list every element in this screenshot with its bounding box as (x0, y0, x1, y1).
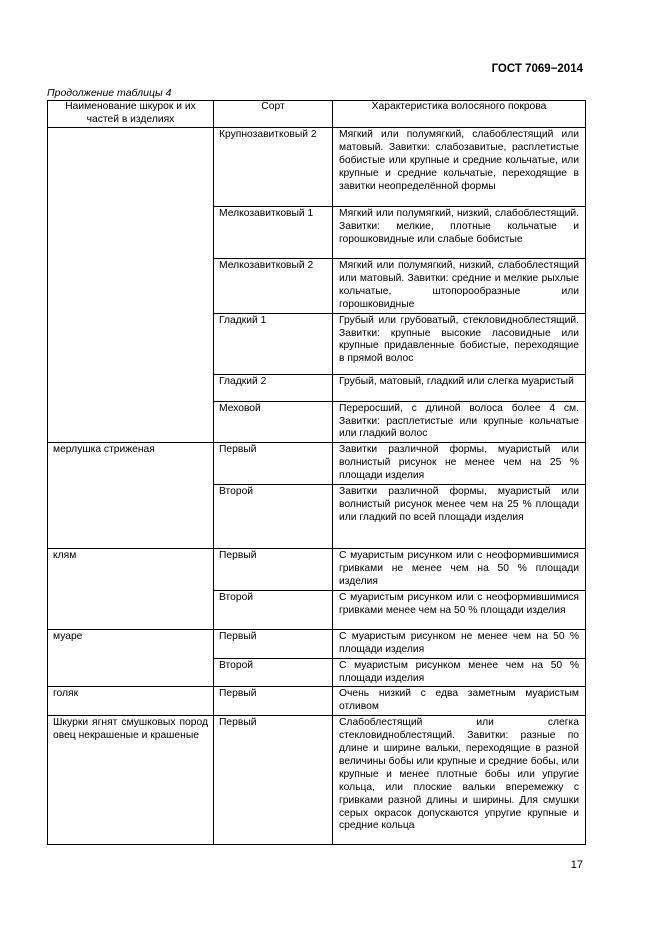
cell-description: Грубый, матовый, гладкий или слегка муаристый (333, 374, 586, 401)
cell-description: Слабоблестящий или слегка стекловиднoблестящий. Завитки: разные по длине и ширине вальки, переходящие в разной величины бобы или крупные и средние бобы, или крупные и менее плотные бобы или упругие кольца, или плоские вальки вперемежку с гривками разной длины и ширины. Для смушки серых окрасок допускаются упругие крупные и средние кольца (333, 716, 586, 845)
column-header-name: Наименование шкурок и их частей в изделиях (48, 101, 214, 128)
table-row (48, 687, 586, 716)
cell-item-name: голяк (48, 687, 214, 716)
cell-item-name: Шкурки ягнят смушковых пород овец некрашеные и крашеные (48, 716, 214, 845)
cell-item-name: муаре (48, 629, 214, 687)
cell-description: С муаристым рисунком менее чем на 50 % площади изделия (333, 658, 586, 687)
cell-description: Переросший, с длиной волоса более 4 см. Завитки: расплетистые или крупные кольчатые или гладкий волос (333, 401, 586, 443)
cell-grade: Первый (214, 629, 333, 658)
cell-description: С муаристым рисунком или с неоформившимися гривками менее чем на 50 % площади изделия (333, 590, 586, 629)
cell-grade: Гладкий 2 (214, 374, 333, 401)
cell-grade: Второй (214, 485, 333, 549)
cell-description: С муаристым рисунком не менее чем на 50 % площади изделия (333, 629, 586, 658)
cell-grade: Мелкозавитковый 1 (214, 207, 333, 259)
column-header-description: Характеристика волосяного покрова (333, 101, 586, 128)
grades-table (47, 100, 586, 845)
cell-description: Мягкий или полумягкий, низкий, слабоблестящий или матовый. Завитки: средние и мелкие рыхлые кольчатые, штопорообразные или горошковидные (333, 259, 586, 314)
cell-grade: Мелкозавитковый 2 (214, 259, 333, 314)
cell-grade: Первый (214, 716, 333, 845)
cell-description: Грубый или грубоватый, стекловиднoблестящий. Завитки: крупные высокие ласовидные или крупные придавленные бобистые, переходящие в прямой волос (333, 313, 586, 374)
cell-description: С муаристым рисунком или с неоформившимися гривками не менее чем на 50 % площади изделия (333, 549, 586, 591)
cell-grade: Первый (214, 443, 333, 485)
table-row (48, 549, 586, 591)
cell-description: Мягкий или полумягкий, низкий, слабоблестящий. Завитки: мелкие, плотные кольчатые и горошковидные или слабые бобистые (333, 207, 586, 259)
cell-grade: Второй (214, 590, 333, 629)
cell-grade: Второй (214, 658, 333, 687)
cell-grade: Меховой (214, 401, 333, 443)
cell-item-name: мерлушка стриженая (48, 443, 214, 549)
table-caption: Продолжение таблицы 4 (47, 87, 172, 99)
table-row (48, 629, 586, 658)
document-id: ГОСТ 7069−2014 (491, 63, 583, 75)
cell-grade: Крупнозавитковый 2 (214, 128, 333, 207)
column-header-grade: Сорт (214, 101, 333, 128)
table-row (48, 443, 586, 485)
cell-grade: Первый (214, 687, 333, 716)
cell-description: Мягкий или полумягкий, слабоблестящий или матовый. Завитки: слабозавитые, расплетистые бобистые или крупные и средние кольчатые, или крупные и средние кольчатые, переходящие в завитки неопределённой формы (333, 128, 586, 207)
cell-description: Завитки различной формы, муаристый или волнистый рисунок не менее чем на 25 % площади изделия (333, 443, 586, 485)
cell-description: Завитки различной формы, муаристый или волнистый рисунок менее чем на 25 % площади или гладкий по всей площади изделия (333, 485, 586, 549)
cell-item-name: клям (48, 549, 214, 630)
cell-description: Очень низкий с едва заметным муаристым отливом (333, 687, 586, 716)
table-row (48, 128, 586, 207)
table-row (48, 716, 586, 845)
page-number: 17 (570, 859, 583, 871)
cell-grade: Гладкий 1 (214, 313, 333, 374)
cell-item-name (48, 128, 214, 443)
cell-grade: Первый (214, 549, 333, 591)
